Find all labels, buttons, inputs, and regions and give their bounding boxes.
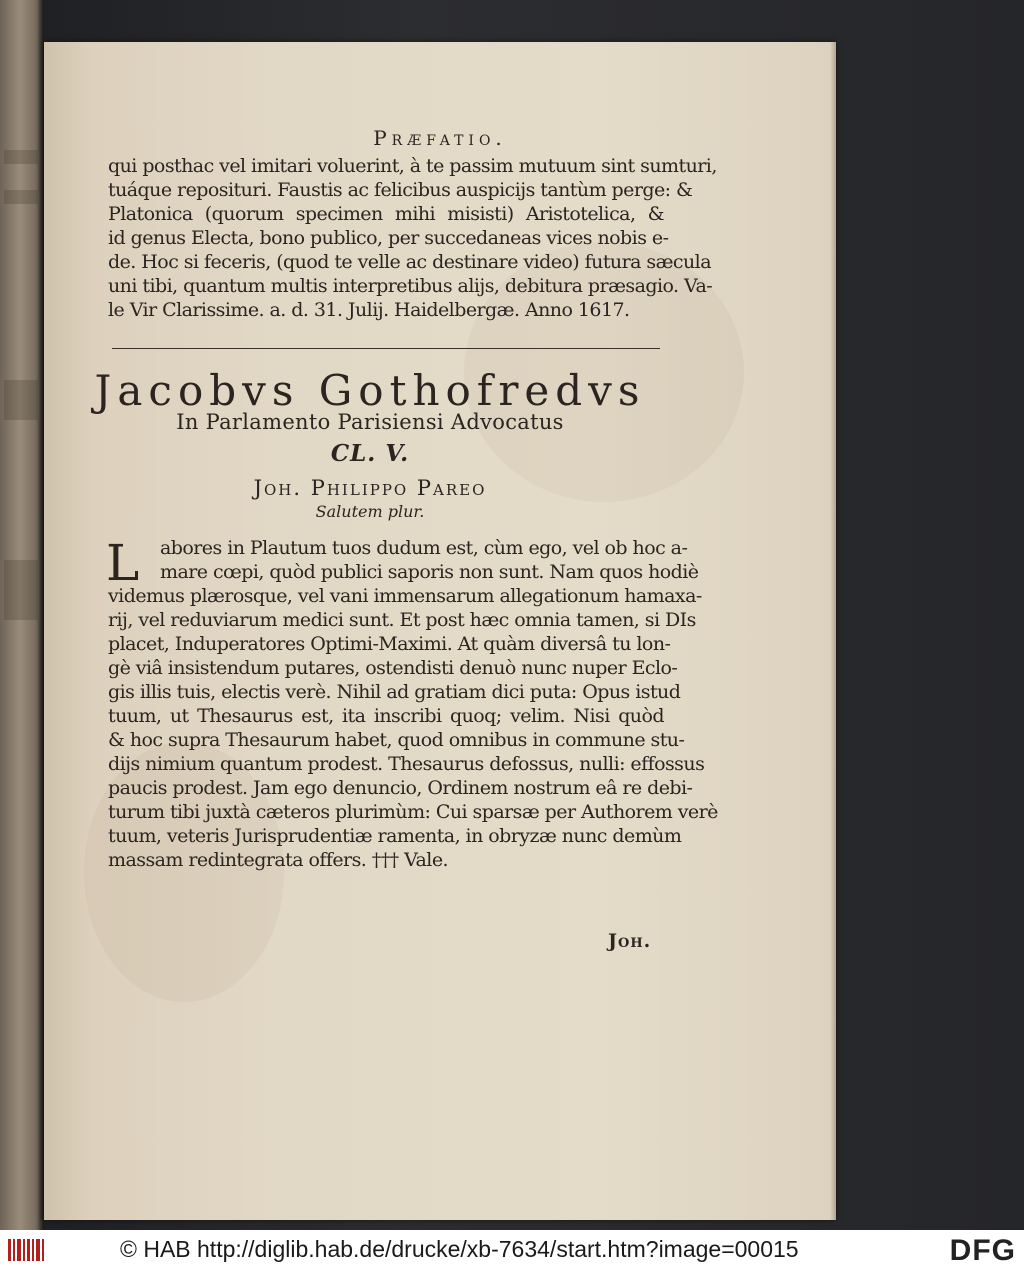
- text-line: tuum, ut Thesaurus est, ita inscribi quoq; velim. Nisi quòd: [108, 705, 664, 727]
- library-barcode-icon: [6, 1236, 46, 1264]
- text-line: abores in Plautum tuos dudum est, cùm ego, vel ob hoc a-: [160, 537, 688, 559]
- heading-author: Jacobvs Gothofredvs: [94, 366, 646, 415]
- text-line: gis illis tuis, electis verè. Nihil ad gratiam dici puta: Opus istud: [108, 681, 681, 703]
- heading-salutem: Salutem plur.: [315, 502, 425, 521]
- text-line: Platonica (quorum specimen mihi misisti) Aristotelica, &: [108, 203, 664, 225]
- adjacent-page-edge: [0, 0, 44, 1230]
- text-line: gè viâ insistendum putares, ostendisti denuò nunc nuper Eclo-: [108, 657, 678, 679]
- running-head: Præfatio.: [373, 126, 507, 150]
- drop-cap: L: [106, 534, 140, 592]
- citation-link[interactable]: © HAB http://diglib.hab.de/drucke/xb-7634/start.htm?image=00015: [120, 1236, 799, 1262]
- text-line: videmus plærosque, vel vani immensarum allegationum hamaxa-: [108, 585, 702, 607]
- text-line: id genus Electa, bono publico, per succedaneas vices nobis e-: [108, 227, 669, 249]
- text-line: & hoc supra Thesaurum habet, quod omnibus in commune stu-: [108, 729, 685, 751]
- text-line: placet, Induperatores Optimi-Maximi. At quàm diversâ tu lon-: [108, 633, 671, 655]
- text-line: dijs nimium quantum prodest. Thesaurus defossus, nulli: effossus: [108, 753, 705, 775]
- text-line: tuáque reposituri. Faustis ac felicibus auspicijs tantùm perge: &: [108, 179, 693, 201]
- prefatio-paragraph: [108, 154, 717, 322]
- text-line: rij, vel reduviarum medici sunt. Et post hæc omnia tamen, si DIs: [108, 609, 696, 631]
- text-line: turum tibi juxtà cæteros plurimùm: Cui sparsæ per Authorem verè: [108, 801, 718, 823]
- dfg-logo: DFG: [949, 1234, 1016, 1267]
- text-line: paucis prodest. Jam ego denuncio, Ordinem nostrum eâ re debi-: [108, 777, 693, 799]
- section-divider: [112, 348, 660, 349]
- text-line: le Vir Clarissime. a. d. 31. Julij. Haidelbergæ. Anno 1617.: [108, 299, 630, 321]
- letter-body: [106, 534, 718, 872]
- text-line: qui posthac vel imitari voluerint, à te passim mutuum sint sumturi,: [108, 155, 717, 177]
- heading-recipient: Joh. Philippo Pareo: [253, 476, 487, 500]
- text-line: massam redintegrata offers. ††† Vale.: [108, 849, 449, 871]
- text-line: tuum, veteris Jurisprudentiæ ramenta, in obryzæ nunc demùm: [108, 825, 682, 847]
- text-line: uni tibi, quantum multis interpretibus alijs, debitura præsagio. Va-: [108, 275, 713, 297]
- heading-cl: CL. V.: [330, 440, 410, 467]
- text-line: de. Hoc si feceris, (quod te velle ac destinare video) futura sæcula: [108, 251, 711, 273]
- book-page: [44, 42, 836, 1220]
- heading-title: In Parlamento Parisiensi Advocatus: [176, 410, 564, 434]
- footer-bar: [0, 1230, 1024, 1270]
- text-line: mare cœpi, quòd publici saporis non sunt. Nam quos hodiè: [160, 561, 699, 583]
- catchword: Joh.: [608, 930, 652, 952]
